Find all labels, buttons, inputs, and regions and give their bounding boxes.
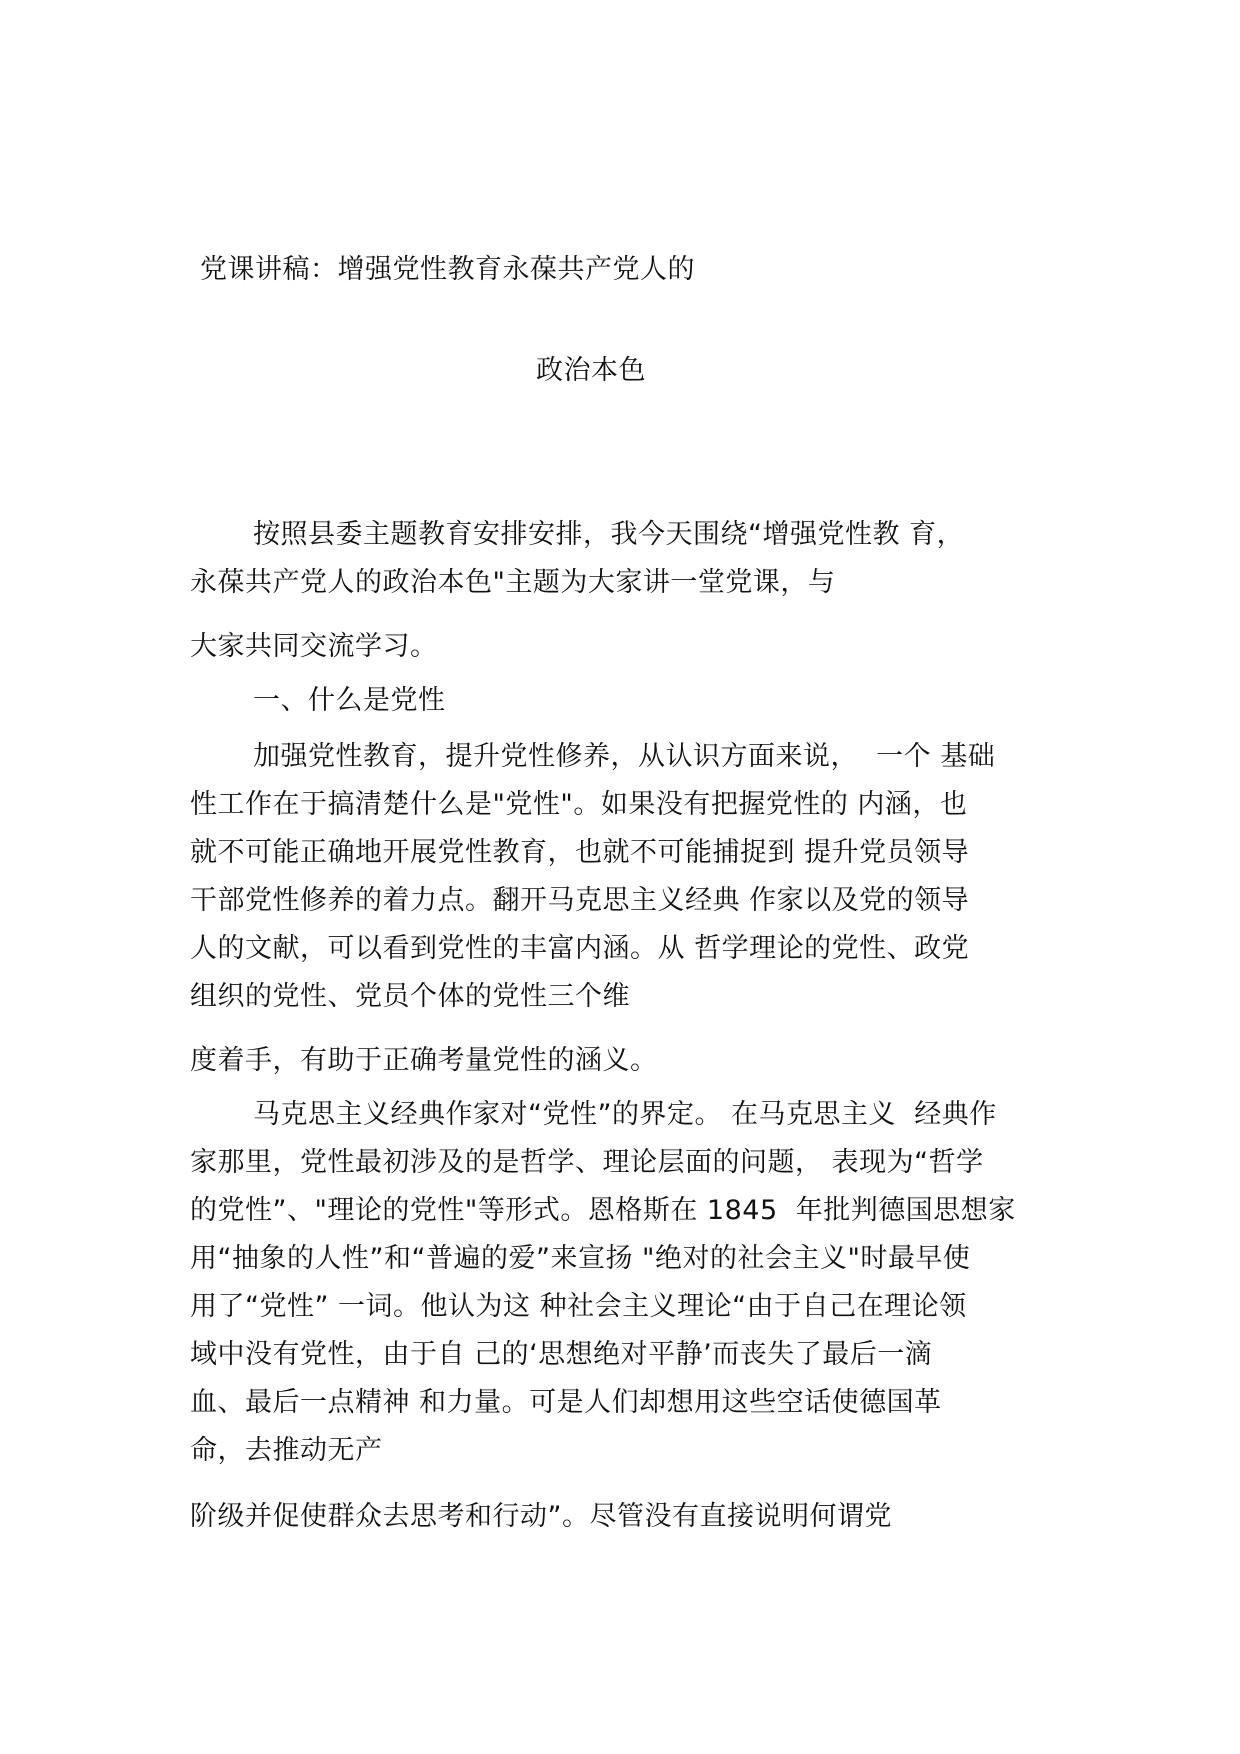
body-line: 性工作在于搞清楚什么是"党性"。如果没有把握党性的 内涵，也	[190, 789, 968, 820]
body-line: 的党性”、"理论的党性"等形式。恩格斯在 1845 年批判德国思想家	[190, 1195, 1016, 1226]
body-line: 干部党性修养的着力点。翻开马克思主义经典 作家以及党的领导	[190, 885, 970, 916]
body-line: 加强党性教育，提升党性修养，从认识方面来说， 一个 基础	[253, 741, 996, 772]
body-line: 阶级并促使群众去思考和行动”。尽管没有直接说明何谓党	[190, 1501, 892, 1532]
document-title-line-1: 党课讲稿：增强党性教育永葆共产党人的	[200, 254, 695, 285]
body-line: 度着手，有助于正确考量党性的涵义。	[190, 1045, 658, 1076]
body-line: 组织的党性、党员个体的党性三个维	[190, 981, 630, 1012]
body-line: 用“抽象的人性”和“普遍的爱”来宣扬 "绝对的社会主义"时最早使	[190, 1243, 971, 1274]
body-line: 按照县委主题教育安排安排，我今天围绕“增强党性教 育，	[253, 519, 965, 550]
body-line: 用了“党性” 一词。他认为这 种社会主义理论“由于自己在理论领	[190, 1291, 967, 1322]
body-line: 永葆共产党人的政治本色"主题为大家讲一堂党课，与	[190, 567, 836, 598]
document-title-line-2: 政治本色	[536, 355, 646, 386]
body-line: 血、最后一点精神 和力量。可是人们却想用这些空话使德国革	[190, 1387, 942, 1418]
section-heading: 一、什么是党性	[253, 685, 446, 716]
body-line: 家那里，党性最初涉及的是哲学、理论层面的问题， 表现为“哲学	[190, 1147, 984, 1178]
body-line: 人的文献，可以看到党性的丰富内涵。从 哲学理论的党性、政党	[190, 933, 970, 964]
body-line: 就不可能正确地开展党性教育，也就不可能捕捉到 提升党员领导	[190, 837, 970, 868]
body-line: 域中没有党性，由于自 己的‘思想绝对平静’而丧失了最后一滴	[190, 1339, 933, 1370]
body-line: 大家共同交流学习。	[190, 631, 438, 662]
body-line: 马克思主义经典作家对“党性”的界定。 在马克思主义 经典作	[253, 1099, 997, 1130]
body-line: 命，去推动无产	[190, 1435, 383, 1466]
